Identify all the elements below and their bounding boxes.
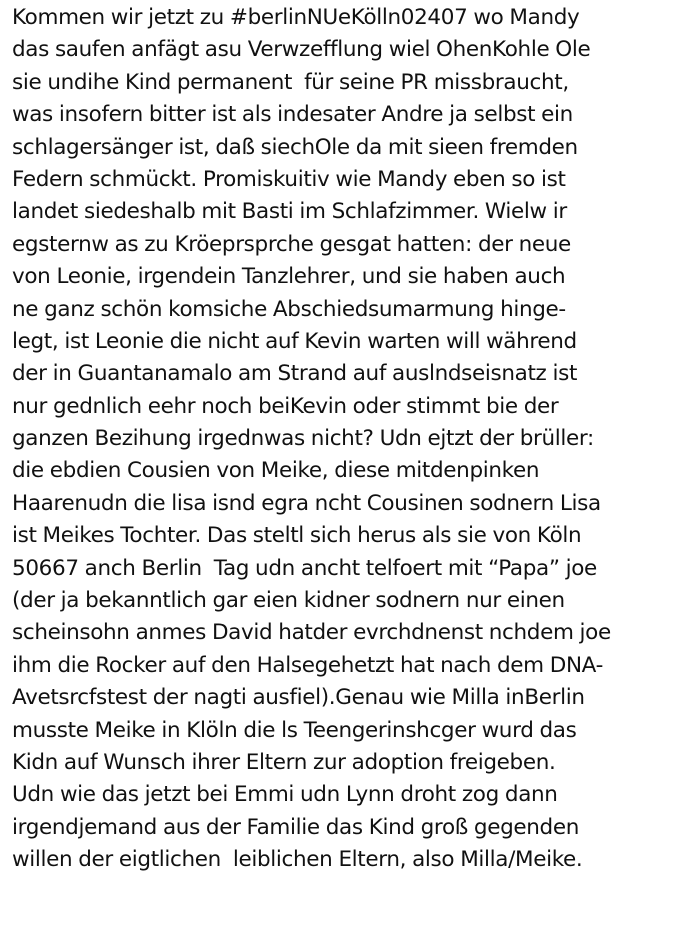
text-line: (der ja bekanntlich gar eien kidner sodnern nur einen	[12, 588, 565, 614]
text-line: schlagersänger ist, daß siechOle da mit sieen fremden	[12, 134, 578, 160]
text-line: Haarenudn die lisa isnd egra ncht Cousinen sodnern Lisa	[12, 490, 601, 516]
text-line: Kidn auf Wunsch ihrer Eltern zur adoption freigeben.	[12, 749, 556, 775]
text-line: Federn schmückt. Promiskuitiv wie Mandy eben so ist	[12, 166, 566, 192]
text-line: landet siedeshalb mit Basti im Schlafzimmer. Wielw ir	[12, 199, 567, 225]
text-line: 50667 anch Berlin Tag udn ancht telfoert mit “Papa” joe	[12, 555, 597, 581]
text-line: was insofern bitter ist als indesater Andre ja selbst ein	[12, 102, 573, 128]
text-line: Kommen wir jetzt zu #berlinNUeKölln02407 wo Mandy	[12, 5, 580, 30]
text-line: ihm die Rocker auf den Halsegehetzt hat nach dem DNA-	[12, 652, 603, 678]
text-line: Udn wie das jetzt bei Emmi udn Lynn droht zog dann	[12, 782, 558, 808]
text-line: willen der eigtlichen leiblichen Eltern, also Milla/Meike.	[12, 847, 583, 873]
text-line: legt, ist Leonie die nicht auf Kevin warten will während	[12, 328, 577, 354]
text-line: das saufen anfägt asu Verwzefflung wiel OhenKohle Ole	[12, 37, 591, 63]
text-line: ne ganz schön komsiche Abschiedsumarmung hinge-	[12, 296, 566, 322]
text-line: ganzen Bezihung irgednwas nicht? Udn ejtzt der brüller:	[12, 426, 594, 452]
text-line: die ebdien Cousien von Meike, diese mitdenpinken	[12, 458, 540, 484]
text-line: scheinsohn anmes David hatder evrchdnenst nchdem joe	[12, 620, 611, 646]
text-line: Avetsrcfstest der nagti ausfiel).Genau wie Milla inBerlin	[12, 685, 585, 711]
text-line: von Leonie, irgendein Tanzlehrer, und sie haben auch	[12, 264, 566, 290]
text-line: ist Meikes Tochter. Das steltl sich herus als sie von Köln	[12, 523, 582, 549]
paragraph	[12, 2, 680, 877]
text-line: nur gednlich eehr noch beiKevin oder stimmt bie der	[12, 393, 559, 419]
text-line: sie undihe Kind permanent für seine PR missbraucht,	[12, 69, 569, 95]
text-line: irgendjemand aus der Familie das Kind groß gegenden	[12, 814, 580, 840]
text-line: der in Guantanamalo am Strand auf auslndseisnatz ist	[12, 361, 578, 387]
text-line: musste Meike in Klöln die ls Teengerinshcger wurd das	[12, 717, 577, 743]
text-line: egsternw as zu Kröeprsprche gesgat hatten: der neue	[12, 231, 571, 257]
